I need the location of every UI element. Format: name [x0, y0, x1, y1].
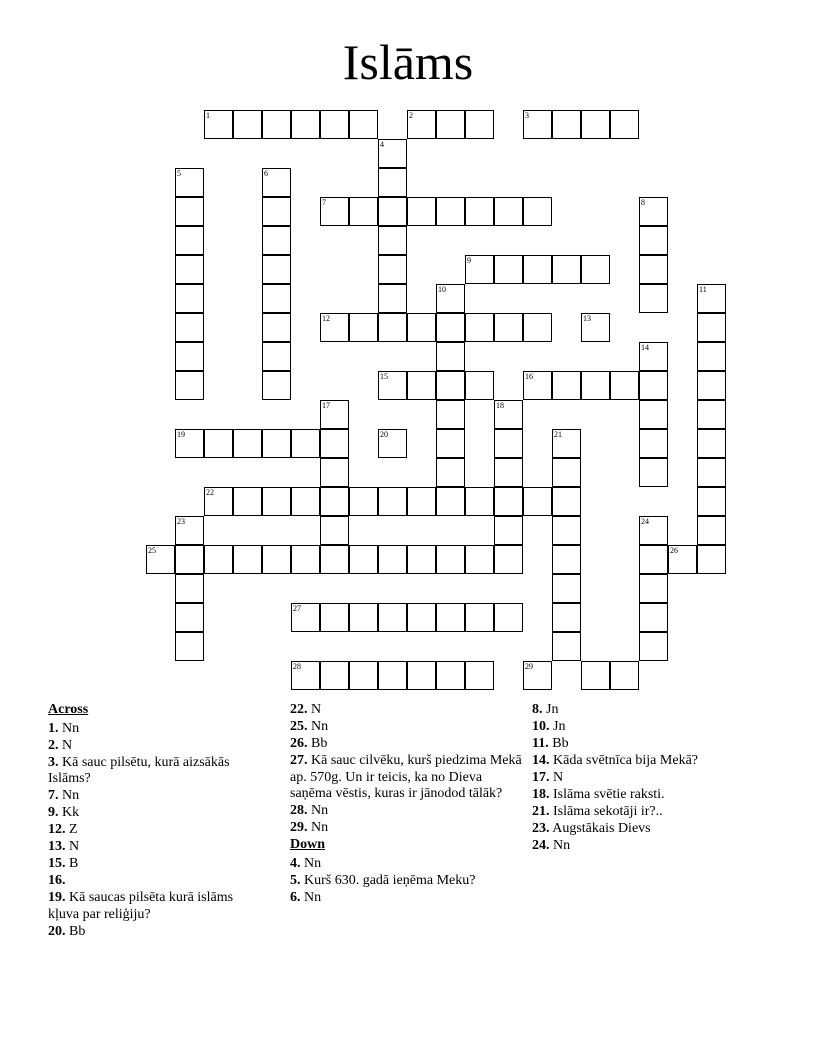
clue-number: 15. [48, 856, 66, 871]
clue-text: Z [65, 822, 78, 837]
clue-text: Augstākais Dievs [549, 821, 651, 836]
grid-cell[interactable] [639, 516, 668, 545]
grid-cell[interactable] [349, 661, 378, 690]
cell-number: 27 [293, 604, 301, 613]
clue-item [290, 702, 525, 719]
clues-column-1 [48, 702, 248, 941]
grid-cell[interactable] [697, 284, 726, 313]
clues-column-2 [290, 702, 525, 907]
cell-number: 18 [496, 401, 504, 410]
grid-cell[interactable] [552, 632, 581, 661]
grid-cell[interactable] [262, 110, 291, 139]
clue-item [290, 753, 525, 803]
clue-number: 6. [290, 889, 301, 905]
cell-number: 21 [554, 430, 562, 439]
grid-cell[interactable] [175, 603, 204, 632]
grid-cell[interactable] [204, 487, 233, 516]
grid-cell[interactable] [552, 545, 581, 574]
clue-item [48, 890, 248, 923]
clue-text: Nn [58, 788, 80, 803]
clue-number: 12. [48, 822, 66, 837]
grid-cell[interactable] [465, 603, 494, 632]
grid-cell[interactable] [233, 487, 262, 516]
clue-text: Kurš 630. gadā ieņēma Meku? [300, 872, 476, 888]
grid-cell[interactable] [552, 574, 581, 603]
grid-cell[interactable] [436, 429, 465, 458]
grid-cell[interactable] [436, 603, 465, 632]
grid-cell[interactable] [378, 603, 407, 632]
cell-number: 23 [177, 517, 185, 526]
clue-number: 14. [532, 753, 550, 768]
grid-cell[interactable] [233, 110, 262, 139]
grid-cell[interactable] [378, 226, 407, 255]
clue-text: N [58, 737, 73, 753]
grid-cell[interactable] [639, 545, 668, 574]
grid-cell[interactable] [349, 487, 378, 516]
grid-cell[interactable] [262, 226, 291, 255]
grid-cell[interactable] [552, 603, 581, 632]
grid-cell[interactable] [697, 313, 726, 342]
grid-cell[interactable] [407, 545, 436, 574]
grid-cell[interactable] [465, 110, 494, 139]
clue-item [532, 770, 772, 787]
clue-number: 1. [48, 720, 59, 736]
grid-cell[interactable] [436, 371, 465, 400]
grid-cell[interactable] [494, 458, 523, 487]
grid-cell[interactable] [175, 632, 204, 661]
grid-cell[interactable] [233, 545, 262, 574]
grid-cell[interactable] [320, 516, 349, 545]
grid-cell[interactable] [523, 487, 552, 516]
cell-number: 11 [699, 285, 707, 294]
clue-item [532, 753, 772, 770]
grid-cell[interactable] [552, 110, 581, 139]
grid-cell[interactable] [175, 574, 204, 603]
grid-cell[interactable] [436, 487, 465, 516]
clue-item [532, 702, 772, 719]
grid-cell[interactable] [349, 197, 378, 226]
grid-cell[interactable] [175, 429, 204, 458]
grid-cell[interactable] [639, 603, 668, 632]
grid-cell[interactable] [639, 226, 668, 255]
grid-cell[interactable] [262, 545, 291, 574]
grid-cell[interactable] [494, 603, 523, 632]
clue-text: Kk [58, 805, 80, 820]
grid-cell[interactable] [291, 429, 320, 458]
cell-number: 19 [177, 430, 185, 439]
clue-number: 11. [532, 736, 549, 751]
grid-cell[interactable] [639, 458, 668, 487]
clue-text: Kāda svētnīca bija Mekā? [549, 753, 698, 768]
grid-cell[interactable] [639, 197, 668, 226]
grid-cell[interactable] [552, 255, 581, 284]
cell-number: 20 [380, 430, 388, 439]
grid-cell[interactable] [378, 313, 407, 342]
grid-cell[interactable] [436, 458, 465, 487]
grid-cell[interactable] [291, 661, 320, 690]
cell-number: 15 [380, 372, 388, 381]
grid-cell[interactable] [465, 371, 494, 400]
grid-cell[interactable] [233, 429, 262, 458]
grid-cell[interactable] [175, 516, 204, 545]
grid-cell[interactable] [610, 661, 639, 690]
grid-cell[interactable] [494, 255, 523, 284]
grid-cell[interactable] [262, 255, 291, 284]
clues-column-3 [532, 702, 772, 855]
clue-number: 8. [532, 702, 543, 717]
clue-item [532, 804, 772, 821]
cell-number: 28 [293, 662, 301, 671]
cell-number: 24 [641, 517, 649, 526]
grid-cell[interactable] [320, 313, 349, 342]
clue-number: 9. [48, 805, 59, 820]
grid-cell[interactable] [378, 139, 407, 168]
cell-number: 8 [641, 198, 645, 207]
grid-cell[interactable] [175, 255, 204, 284]
grid-cell[interactable] [581, 661, 610, 690]
grid-cell[interactable] [320, 400, 349, 429]
clue-item [48, 788, 248, 805]
clue-number: 10. [532, 719, 550, 734]
clue-text: Islāma svētie raksti. [549, 787, 665, 802]
clue-text: N [65, 839, 80, 854]
grid-cell[interactable] [262, 429, 291, 458]
clue-number: 26. [290, 736, 308, 751]
clue-text: N [549, 770, 564, 785]
clue-text: Nn [549, 838, 571, 853]
grid-cell[interactable] [581, 371, 610, 400]
clue-text: Nn [58, 720, 80, 736]
grid-cell[interactable] [639, 284, 668, 313]
clue-item [290, 890, 525, 907]
clue-number: 24. [532, 838, 550, 853]
grid-cell[interactable] [378, 661, 407, 690]
clue-text: Bb [307, 736, 328, 751]
cell-number: 13 [583, 314, 591, 323]
grid-cell[interactable] [436, 110, 465, 139]
clue-section-header: Down [290, 837, 326, 852]
clue-text: N [307, 702, 322, 717]
grid-cell[interactable] [349, 545, 378, 574]
clue-number: 19. [48, 890, 66, 905]
grid-cell[interactable] [262, 313, 291, 342]
clue-number: 18. [532, 787, 550, 802]
clue-number: 13. [48, 839, 66, 854]
grid-cell[interactable] [407, 487, 436, 516]
grid-cell[interactable] [639, 400, 668, 429]
grid-cell[interactable] [378, 168, 407, 197]
clue-number: 3. [48, 754, 59, 770]
clue-number: 5. [290, 872, 301, 888]
grid-cell[interactable] [436, 284, 465, 313]
cell-number: 14 [641, 343, 649, 352]
clue-text: Nn [307, 719, 329, 734]
grid-cell[interactable] [697, 371, 726, 400]
grid-cell[interactable] [697, 400, 726, 429]
clue-item [290, 736, 525, 753]
grid-cell[interactable] [697, 545, 726, 574]
grid-cell[interactable] [465, 313, 494, 342]
clue-text: Bb [548, 736, 569, 751]
clue-item [48, 856, 248, 873]
clue-item [290, 856, 525, 873]
cell-number: 6 [264, 169, 268, 178]
grid-cell[interactable] [175, 197, 204, 226]
clue-number: 28. [290, 803, 308, 818]
grid-cell[interactable] [204, 429, 233, 458]
clue-item [290, 803, 525, 820]
grid-cell[interactable] [320, 603, 349, 632]
grid-cell[interactable] [610, 371, 639, 400]
grid-cell[interactable] [407, 197, 436, 226]
cell-number: 29 [525, 662, 533, 671]
grid-cell[interactable] [494, 516, 523, 545]
grid-cell[interactable] [320, 487, 349, 516]
grid-cell[interactable] [407, 603, 436, 632]
cell-number: 4 [380, 140, 384, 149]
clue-text: B [65, 856, 79, 871]
grid-cell[interactable] [349, 603, 378, 632]
grid-cell[interactable] [639, 429, 668, 458]
page-title: Islāms [342, 34, 474, 90]
clue-text: Nn [307, 820, 329, 835]
grid-cell[interactable] [320, 458, 349, 487]
clue-item [48, 839, 248, 856]
grid-cell[interactable] [552, 429, 581, 458]
grid-cell[interactable] [175, 226, 204, 255]
grid-cell[interactable] [407, 313, 436, 342]
cell-number: 1 [206, 111, 210, 120]
cell-number: 10 [438, 285, 446, 294]
grid-cell[interactable] [407, 661, 436, 690]
clue-item [48, 822, 248, 839]
clue-item [290, 820, 525, 837]
grid-cell[interactable] [581, 110, 610, 139]
grid-cell[interactable] [175, 313, 204, 342]
grid-cell[interactable] [262, 371, 291, 400]
grid-cell[interactable] [639, 255, 668, 284]
grid-cell[interactable] [697, 516, 726, 545]
clue-number: 16. [48, 873, 66, 888]
grid-cell[interactable] [378, 284, 407, 313]
grid-cell[interactable] [552, 487, 581, 516]
grid-cell[interactable] [320, 429, 349, 458]
clue-item [48, 755, 248, 788]
grid-cell[interactable] [465, 487, 494, 516]
clue-number: 23. [532, 821, 550, 836]
grid-cell[interactable] [291, 603, 320, 632]
clue-item [48, 721, 248, 738]
cell-number: 26 [670, 546, 678, 555]
clue-item [290, 873, 525, 890]
grid-cell[interactable] [320, 110, 349, 139]
grid-cell[interactable] [291, 545, 320, 574]
grid-cell[interactable] [262, 168, 291, 197]
grid-cell[interactable] [291, 487, 320, 516]
cell-number: 22 [206, 488, 214, 497]
grid-cell[interactable] [697, 342, 726, 371]
cell-number: 3 [525, 111, 529, 120]
grid-cell[interactable] [581, 313, 610, 342]
cell-number: 9 [467, 256, 471, 265]
grid-cell[interactable] [668, 545, 697, 574]
clue-number: 27. [290, 753, 308, 768]
grid-cell[interactable] [639, 342, 668, 371]
grid-cell[interactable] [378, 487, 407, 516]
grid-cell[interactable] [175, 284, 204, 313]
clue-item [290, 719, 525, 736]
grid-cell[interactable] [552, 371, 581, 400]
grid-cell[interactable] [494, 400, 523, 429]
clue-item [532, 838, 772, 855]
grid-cell[interactable] [523, 313, 552, 342]
cell-number: 5 [177, 169, 181, 178]
grid-cell[interactable] [494, 313, 523, 342]
grid-cell[interactable] [494, 197, 523, 226]
grid-cell[interactable] [320, 661, 349, 690]
grid-cell[interactable] [436, 545, 465, 574]
grid-cell[interactable] [552, 458, 581, 487]
grid-cell[interactable] [436, 342, 465, 371]
grid-cell[interactable] [349, 313, 378, 342]
clue-number: 4. [290, 855, 301, 871]
grid-cell[interactable] [494, 545, 523, 574]
grid-cell[interactable] [378, 255, 407, 284]
cell-number: 2 [409, 111, 413, 120]
grid-cell[interactable] [465, 255, 494, 284]
grid-cell[interactable] [262, 284, 291, 313]
grid-cell[interactable] [175, 342, 204, 371]
grid-cell[interactable] [436, 661, 465, 690]
grid-cell[interactable] [320, 545, 349, 574]
grid-cell[interactable] [523, 371, 552, 400]
cell-number: 25 [148, 546, 156, 555]
clue-item [532, 821, 772, 838]
grid-cell[interactable] [407, 371, 436, 400]
cell-number: 17 [322, 401, 330, 410]
grid-cell[interactable] [523, 197, 552, 226]
grid-cell[interactable] [610, 110, 639, 139]
clue-number: 17. [532, 770, 550, 785]
clue-item [532, 787, 772, 804]
grid-cell[interactable] [523, 110, 552, 139]
clue-text: Kā sauc cilvēku, kurš piedzima Mekā ap. 570g. Un ir teicis, ka no Dieva saņēma vēstis, kuras ir jānodod tālāk? [290, 753, 522, 801]
clue-text: Jn [549, 719, 566, 734]
clue-text: Bb [65, 923, 86, 939]
grid-cell[interactable] [378, 371, 407, 400]
grid-cell[interactable] [378, 429, 407, 458]
grid-cell[interactable] [697, 487, 726, 516]
grid-cell[interactable] [262, 197, 291, 226]
grid-cell[interactable] [494, 487, 523, 516]
clue-text: Nn [307, 803, 329, 818]
grid-cell[interactable] [146, 545, 175, 574]
grid-cell[interactable] [436, 197, 465, 226]
grid-cell[interactable] [639, 632, 668, 661]
clue-item [48, 873, 248, 890]
grid-cell[interactable] [204, 545, 233, 574]
grid-cell[interactable] [436, 400, 465, 429]
grid-cell[interactable] [320, 197, 349, 226]
grid-cell[interactable] [465, 197, 494, 226]
grid-cell[interactable] [494, 429, 523, 458]
clue-item [48, 738, 248, 755]
grid-cell[interactable] [262, 342, 291, 371]
grid-cell[interactable] [436, 313, 465, 342]
clue-number: 7. [48, 788, 59, 803]
clue-text: Nn [300, 889, 322, 905]
clue-text: Nn [300, 855, 322, 871]
clue-section-header: Across [48, 702, 89, 717]
clue-item [48, 924, 248, 941]
clue-number: 25. [290, 719, 308, 734]
grid-cell[interactable] [552, 516, 581, 545]
grid-cell[interactable] [697, 458, 726, 487]
clue-text: Kā sauc pilsētu, kurā aizsākās Islāms? [48, 754, 230, 786]
clue-item [48, 805, 248, 822]
grid-cell[interactable] [175, 168, 204, 197]
grid-cell[interactable] [262, 487, 291, 516]
clue-text: Kā saucas pilsēta kurā islāms kļuva par reliģiju? [48, 890, 234, 922]
cell-number: 7 [322, 198, 326, 207]
clue-number: 20. [48, 923, 66, 939]
grid-cell[interactable] [378, 197, 407, 226]
grid-cell[interactable] [204, 110, 233, 139]
cell-number: 16 [525, 372, 533, 381]
clue-number: 2. [48, 737, 59, 753]
grid-cell[interactable] [465, 661, 494, 690]
grid-cell[interactable] [523, 255, 552, 284]
clue-text: Jn [542, 702, 559, 717]
grid-cell[interactable] [465, 545, 494, 574]
clue-number: 21. [532, 804, 550, 819]
grid-cell[interactable] [291, 110, 320, 139]
grid-cell[interactable] [639, 371, 668, 400]
clue-number: 22. [290, 702, 308, 717]
grid-cell[interactable] [175, 371, 204, 400]
clue-number: 29. [290, 820, 308, 835]
grid-cell[interactable] [523, 661, 552, 690]
grid-cell[interactable] [378, 545, 407, 574]
grid-cell[interactable] [175, 545, 204, 574]
clue-item [532, 736, 772, 753]
grid-cell[interactable] [581, 255, 610, 284]
grid-cell[interactable] [697, 429, 726, 458]
cell-number: 12 [322, 314, 330, 323]
grid-cell[interactable] [349, 110, 378, 139]
grid-cell[interactable] [407, 110, 436, 139]
clue-item [532, 719, 772, 736]
grid-cell[interactable] [639, 574, 668, 603]
clue-text: Islāma sekotāji ir?.. [549, 804, 663, 819]
